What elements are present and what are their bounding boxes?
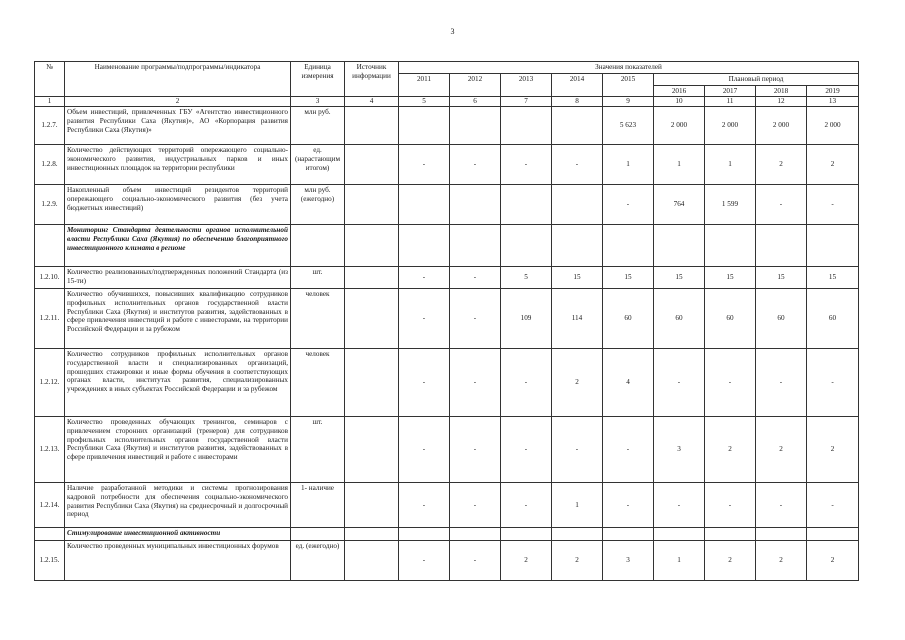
indicator-value: 60 bbox=[603, 289, 654, 349]
indicator-value: 5 bbox=[501, 267, 552, 289]
column-number: 4 bbox=[345, 97, 399, 107]
indicator-value: 2 bbox=[756, 417, 807, 483]
table-row bbox=[35, 349, 859, 417]
indicator-value: - bbox=[450, 267, 501, 289]
indicator-value: 2 000 bbox=[654, 107, 705, 145]
empty-cell bbox=[399, 528, 450, 541]
empty-cell bbox=[552, 225, 603, 267]
indicator-value: 109 bbox=[501, 289, 552, 349]
indicator-value: 2 bbox=[705, 417, 756, 483]
table-row bbox=[35, 107, 859, 145]
header-year: 2014 bbox=[552, 73, 603, 97]
row-number: 1.2.15. bbox=[35, 541, 65, 581]
empty-cell bbox=[705, 225, 756, 267]
indicator-value: 15 bbox=[654, 267, 705, 289]
info-source bbox=[345, 483, 399, 528]
indicator-value: 1 bbox=[552, 483, 603, 528]
table-row bbox=[35, 417, 859, 483]
indicators-table bbox=[34, 61, 859, 581]
indicator-value bbox=[552, 107, 603, 145]
indicator-value: - bbox=[501, 349, 552, 417]
indicator-value: 5 623 bbox=[603, 107, 654, 145]
table-body bbox=[35, 107, 859, 581]
indicator-value: - bbox=[807, 185, 859, 225]
column-number: 12 bbox=[756, 97, 807, 107]
indicator-value: 2 bbox=[552, 349, 603, 417]
info-source bbox=[345, 541, 399, 581]
section-title: Стимулирование инвестиционной активности bbox=[65, 528, 291, 541]
column-numbers-row bbox=[35, 97, 859, 107]
indicator-value bbox=[552, 185, 603, 225]
indicator-value: - bbox=[756, 483, 807, 528]
header-year: 2019 bbox=[807, 85, 859, 97]
indicator-name: Количество реализованных/подтвержденных положений Стандарта (из 15-ти) bbox=[65, 267, 291, 289]
table-row bbox=[35, 483, 859, 528]
indicator-value: - bbox=[450, 541, 501, 581]
column-number: 1 bbox=[35, 97, 65, 107]
row-number: 1.2.10. bbox=[35, 267, 65, 289]
indicator-value: 15 bbox=[552, 267, 603, 289]
indicator-name: Накопленный объем инвестиций резидентов территорий опережающего социально-экономического развития (без учета бюджетных инвестиций) bbox=[65, 185, 291, 225]
indicator-value: 15 bbox=[807, 267, 859, 289]
table-row bbox=[35, 289, 859, 349]
indicator-value bbox=[450, 107, 501, 145]
indicator-value: 1 bbox=[654, 541, 705, 581]
indicator-value: 2 bbox=[501, 541, 552, 581]
header-year: 2013 bbox=[501, 73, 552, 97]
column-number: 7 bbox=[501, 97, 552, 107]
empty-cell bbox=[756, 528, 807, 541]
indicator-value: - bbox=[450, 289, 501, 349]
page-number: 3 bbox=[450, 27, 455, 36]
empty-cell bbox=[345, 225, 399, 267]
empty-cell bbox=[603, 225, 654, 267]
row-number: 1.2.8. bbox=[35, 145, 65, 185]
empty-cell bbox=[450, 225, 501, 267]
info-source bbox=[345, 289, 399, 349]
indicator-value: 3 bbox=[654, 417, 705, 483]
indicator-value: 60 bbox=[705, 289, 756, 349]
indicator-value: 2 bbox=[756, 145, 807, 185]
indicator-value: 2 000 bbox=[756, 107, 807, 145]
header-name: Наименование программы/подпрограммы/индикатора bbox=[65, 62, 291, 97]
section-title: Мониторинг Стандарта деятельности органов исполнительной власти Республики Саха (Якутия) по обеспечению благоприятного инвестиционного климата в регионе bbox=[65, 225, 291, 267]
indicator-value: - bbox=[399, 483, 450, 528]
header-unit: Единица измерения bbox=[291, 62, 345, 97]
indicator-value: - bbox=[654, 349, 705, 417]
empty-cell bbox=[552, 528, 603, 541]
info-source bbox=[345, 417, 399, 483]
table-header bbox=[35, 62, 859, 107]
section-no-cell bbox=[35, 528, 65, 541]
empty-cell bbox=[345, 528, 399, 541]
indicator-value: - bbox=[450, 145, 501, 185]
indicator-name: Количество обучившихся, повысивших квалификацию сотрудников профильных исполнительных органов государственной власти Республики Саха (Якутия) и институтов развития, задействованных в сфере привлечения инвестиций и работе с инвесторами, на территории Российской Федерации и за рубежом bbox=[65, 289, 291, 349]
indicator-value: - bbox=[399, 289, 450, 349]
empty-cell bbox=[654, 225, 705, 267]
column-number: 9 bbox=[603, 97, 654, 107]
indicator-value: 2 000 bbox=[705, 107, 756, 145]
indicator-value: - bbox=[807, 349, 859, 417]
empty-cell bbox=[291, 225, 345, 267]
indicator-value: 15 bbox=[603, 267, 654, 289]
indicator-value: 2 bbox=[807, 145, 859, 185]
info-source bbox=[345, 185, 399, 225]
unit-of-measure: 1- наличие bbox=[291, 483, 345, 528]
column-number: 5 bbox=[399, 97, 450, 107]
unit-of-measure: млн руб. (ежегодно) bbox=[291, 185, 345, 225]
indicator-value: 3 bbox=[603, 541, 654, 581]
empty-cell bbox=[807, 225, 859, 267]
column-number: 3 bbox=[291, 97, 345, 107]
row-number: 1.2.12. bbox=[35, 349, 65, 417]
column-number: 13 bbox=[807, 97, 859, 107]
header-year: 2015 bbox=[603, 73, 654, 97]
row-number: 1.2.11. bbox=[35, 289, 65, 349]
indicator-value: - bbox=[705, 349, 756, 417]
indicator-name: Количество сотрудников профильных исполнительных органов государственной власти и специализированных организаций, прошедших стажировки и иные формы обучения в соответствующих органах власти, институтах развития, специализированных учреждениях в иных субъектах Российской Федерации и за рубежом bbox=[65, 349, 291, 417]
indicator-value: 1 bbox=[603, 145, 654, 185]
indicator-value: 2 bbox=[705, 541, 756, 581]
header-year: 2017 bbox=[705, 85, 756, 97]
empty-cell bbox=[399, 225, 450, 267]
indicator-value: - bbox=[552, 417, 603, 483]
unit-of-measure: ед. (ежегодно) bbox=[291, 541, 345, 581]
indicator-value: - bbox=[399, 349, 450, 417]
indicator-value: - bbox=[399, 145, 450, 185]
row-number: 1.2.7. bbox=[35, 107, 65, 145]
indicator-value: 2 bbox=[807, 541, 859, 581]
indicator-value: - bbox=[501, 145, 552, 185]
unit-of-measure: шт. bbox=[291, 417, 345, 483]
section-no-cell bbox=[35, 225, 65, 267]
column-number: 11 bbox=[705, 97, 756, 107]
indicator-value: - bbox=[603, 185, 654, 225]
indicator-name: Количество проведенных муниципальных инвестиционных форумов bbox=[65, 541, 291, 581]
empty-cell bbox=[705, 528, 756, 541]
info-source bbox=[345, 145, 399, 185]
indicator-name: Объем инвестиций, привлеченных ГБУ «Агентство инвестиционного развития Республики Саха (Якутия)», АО «Корпорация развития Республики Саха (Якутия)» bbox=[65, 107, 291, 145]
table-row bbox=[35, 145, 859, 185]
indicator-value: - bbox=[603, 483, 654, 528]
table-row bbox=[35, 267, 859, 289]
empty-cell bbox=[501, 225, 552, 267]
indicator-value: 1 bbox=[654, 145, 705, 185]
indicator-value bbox=[399, 107, 450, 145]
indicator-value: 60 bbox=[756, 289, 807, 349]
section-row bbox=[35, 225, 859, 267]
row-number: 1.2.13. bbox=[35, 417, 65, 483]
header-values: Значения показателей bbox=[399, 62, 859, 74]
info-source bbox=[345, 349, 399, 417]
indicator-value: 2 bbox=[756, 541, 807, 581]
header-year: 2012 bbox=[450, 73, 501, 97]
indicator-value: - bbox=[399, 417, 450, 483]
header-no: № bbox=[35, 62, 65, 97]
section-row bbox=[35, 528, 859, 541]
indicator-value: - bbox=[552, 145, 603, 185]
header-planning-period: Плановый период bbox=[654, 73, 859, 85]
indicator-value: - bbox=[450, 417, 501, 483]
header-year: 2018 bbox=[756, 85, 807, 97]
unit-of-measure: человек bbox=[291, 349, 345, 417]
indicator-value bbox=[501, 107, 552, 145]
indicator-value: 15 bbox=[756, 267, 807, 289]
indicator-value: - bbox=[654, 483, 705, 528]
empty-cell bbox=[807, 528, 859, 541]
indicator-value: 60 bbox=[807, 289, 859, 349]
indicator-value: - bbox=[705, 483, 756, 528]
unit-of-measure: шт. bbox=[291, 267, 345, 289]
unit-of-measure: человек bbox=[291, 289, 345, 349]
unit-of-measure: млн руб. bbox=[291, 107, 345, 145]
header-year: 2011 bbox=[399, 73, 450, 97]
unit-of-measure: ед. (нарастающим итогом) bbox=[291, 145, 345, 185]
empty-cell bbox=[450, 528, 501, 541]
indicator-value: 1 599 bbox=[705, 185, 756, 225]
row-number: 1.2.14. bbox=[35, 483, 65, 528]
empty-cell bbox=[291, 528, 345, 541]
indicator-value: - bbox=[756, 185, 807, 225]
empty-cell bbox=[654, 528, 705, 541]
table-row bbox=[35, 541, 859, 581]
indicator-value: 2 bbox=[807, 417, 859, 483]
indicator-value: 2 bbox=[552, 541, 603, 581]
indicator-name: Наличие разработанной методики и системы прогнозирования кадровой потребности для обеспечения социально-экономического развития Республики Саха (Якутия) на среднесрочный и долгосрочный период bbox=[65, 483, 291, 528]
indicator-value: 60 bbox=[654, 289, 705, 349]
indicator-value bbox=[501, 185, 552, 225]
info-source bbox=[345, 267, 399, 289]
indicator-value: - bbox=[501, 483, 552, 528]
column-number: 6 bbox=[450, 97, 501, 107]
indicator-value: 15 bbox=[705, 267, 756, 289]
header-source: Источник информации bbox=[345, 62, 399, 97]
indicator-value: - bbox=[501, 417, 552, 483]
indicator-value bbox=[399, 185, 450, 225]
indicator-value: - bbox=[399, 541, 450, 581]
column-number: 2 bbox=[65, 97, 291, 107]
empty-cell bbox=[756, 225, 807, 267]
indicator-value: - bbox=[756, 349, 807, 417]
empty-cell bbox=[603, 528, 654, 541]
indicator-value: - bbox=[450, 483, 501, 528]
indicator-value: - bbox=[399, 267, 450, 289]
indicator-value: 2 000 bbox=[807, 107, 859, 145]
column-number: 10 bbox=[654, 97, 705, 107]
indicator-value: - bbox=[603, 417, 654, 483]
info-source bbox=[345, 107, 399, 145]
indicator-value: - bbox=[807, 483, 859, 528]
indicator-name: Количество проведенных обучающих тренингов, семинаров с привлечением сторонних организаций (тренеров) для сотрудников профильных исполнительных органов государственной власти Республики Саха (Якутия) и институтов развития, задействованных в сфере привлечения инвестиций и работе с инвесторами bbox=[65, 417, 291, 483]
indicator-name: Количество действующих территорий опережающего социально-экономического развития, индустриальных парков и иных инвестиционных площадок на территории республики bbox=[65, 145, 291, 185]
indicator-value: 4 bbox=[603, 349, 654, 417]
column-number: 8 bbox=[552, 97, 603, 107]
indicator-value: - bbox=[450, 349, 501, 417]
indicator-value bbox=[450, 185, 501, 225]
table-row bbox=[35, 185, 859, 225]
empty-cell bbox=[501, 528, 552, 541]
indicator-value: 114 bbox=[552, 289, 603, 349]
row-number: 1.2.9. bbox=[35, 185, 65, 225]
header-year: 2016 bbox=[654, 85, 705, 97]
indicator-value: 1 bbox=[705, 145, 756, 185]
indicator-value: 764 bbox=[654, 185, 705, 225]
